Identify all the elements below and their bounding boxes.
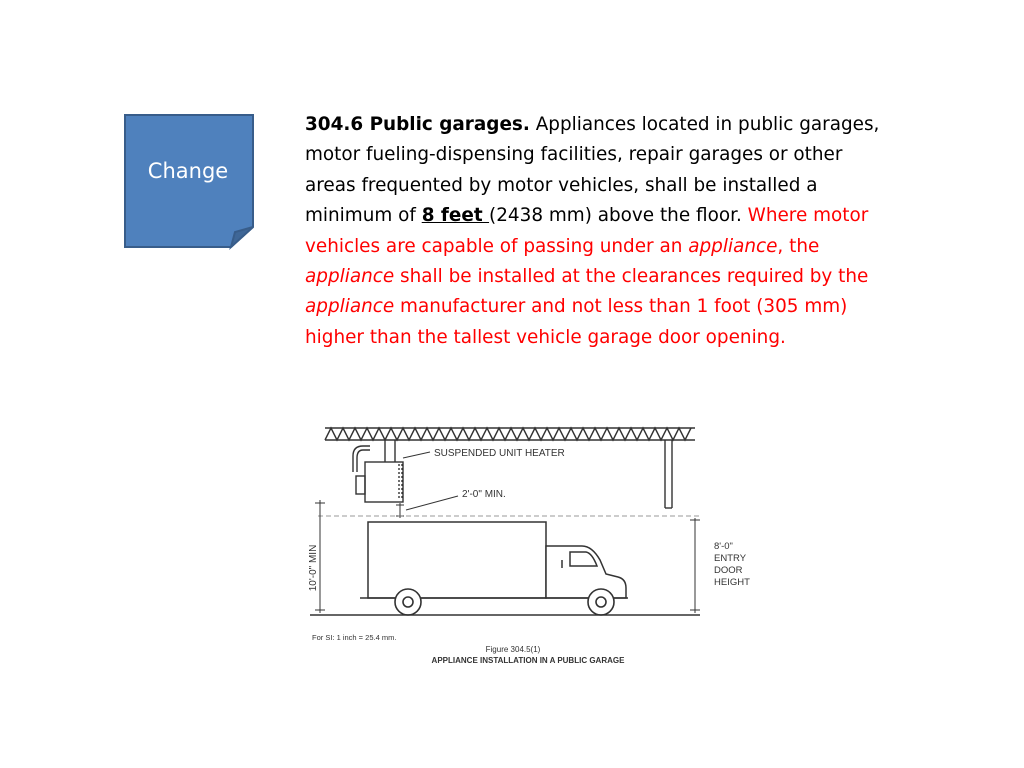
section-text-part-1: Appliances located in public garages, motor fueling-dispensing facilities, repair garages or other areas frequented by motor vehicles, shall be installed a minimum of bbox=[305, 114, 880, 227]
unit-heater bbox=[353, 440, 403, 502]
section-text-part-3: (2438 mm) above the floor. bbox=[489, 205, 748, 227]
change-note bbox=[124, 114, 254, 248]
change-text-part-1: Where motor vehicles are capable of passing under an bbox=[305, 205, 869, 257]
box-truck bbox=[360, 522, 628, 598]
change-text-part-2: , the bbox=[777, 235, 820, 257]
garage-diagram bbox=[300, 410, 770, 670]
appliance-term-3: appliance bbox=[305, 296, 395, 318]
change-label: Change bbox=[147, 159, 229, 183]
appliance-term-2: appliance bbox=[305, 266, 395, 288]
garage-figure bbox=[300, 410, 770, 670]
heater-leader-line bbox=[403, 452, 430, 458]
section-emphasis-8-feet: 8 feet bbox=[421, 205, 490, 227]
figure-number: Figure 304.5(1) bbox=[485, 645, 541, 654]
vertical-label: 10'-0" MIN bbox=[308, 544, 319, 592]
section-text bbox=[305, 110, 895, 353]
door-header bbox=[665, 440, 672, 508]
change-text bbox=[305, 205, 868, 348]
heater-label: SUSPENDED UNIT HEATER bbox=[434, 448, 565, 459]
clearance-dimension bbox=[396, 496, 458, 518]
figure-caption: APPLIANCE INSTALLATION IN A PUBLIC GARAGE bbox=[431, 656, 625, 665]
section-heading: 304.6 Public garages. bbox=[305, 114, 530, 135]
change-text-part-4: manufacturer and not less than 1 foot (305 mm) higher than the tallest vehicle garage door opening. bbox=[305, 296, 848, 348]
change-text-part-3: shall be installed at the clearances required by the bbox=[394, 266, 869, 288]
si-note: For SI: 1 inch = 25.4 mm. bbox=[312, 633, 397, 642]
appliance-term-1: appliance bbox=[688, 235, 778, 257]
roof-truss bbox=[325, 428, 695, 440]
door-height-dimension bbox=[690, 518, 700, 613]
clearance-label: 2'-0" MIN. bbox=[462, 489, 506, 500]
door-height-label: 8'-0" ENTRY DOOR HEIGHT bbox=[714, 541, 750, 588]
